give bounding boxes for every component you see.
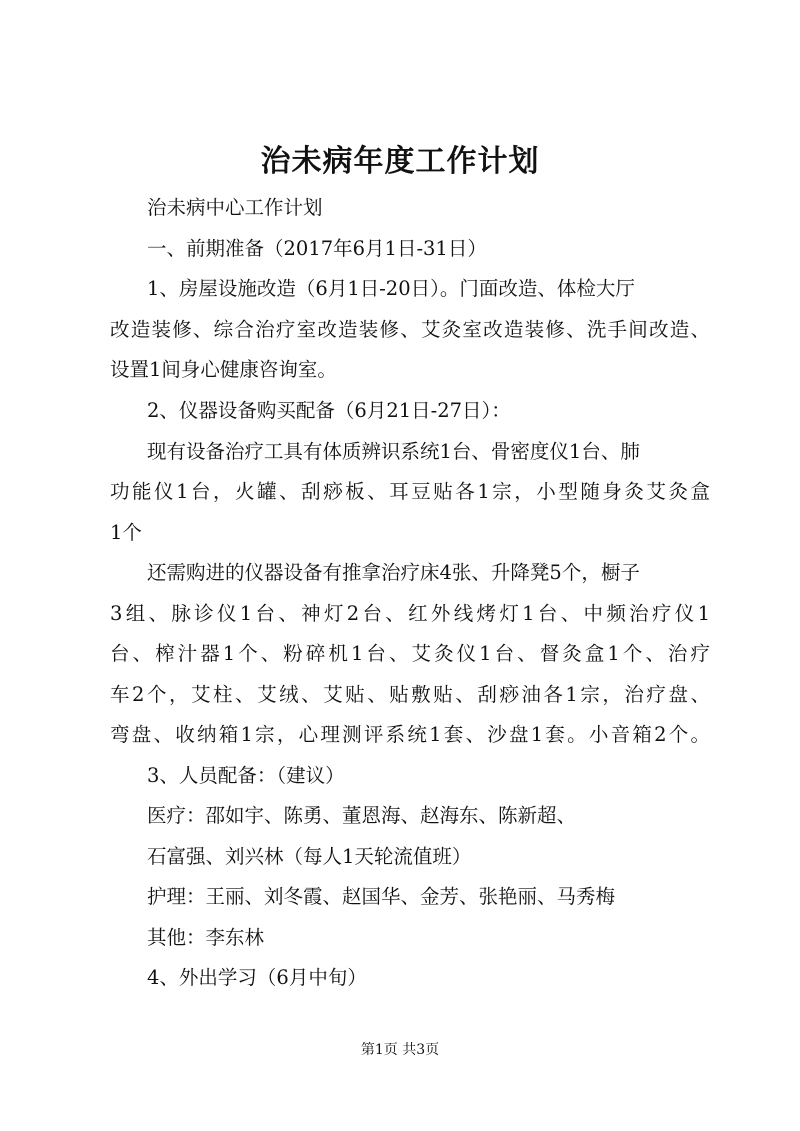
document-title: 治未病年度工作计划 — [260, 144, 540, 179]
text-line: 1、房屋设施改造（6月1日-20日）。门面改造、体检大厅 — [147, 277, 635, 300]
text-line: 3组、脉诊仪1台、神灯2台、红外线烤灯1台、中频治疗仪1 — [110, 602, 710, 625]
text-line: 改造装修、综合治疗室改造装修、艾灸室改造装修、洗手间改造、 — [110, 318, 710, 341]
text-line: 还需购进的仪器设备有推拿治疗床4张、升降凳5个，橱子 — [147, 561, 640, 584]
text-line: 4、外出学习（6月中旬） — [147, 966, 367, 989]
text-line: 现有设备治疗工具有体质辨识系统1台、骨密度仪1台、肺 — [147, 440, 640, 463]
text-line: 2、仪器设备购买配备（6月21日-27日）： — [147, 399, 511, 422]
text-line: 设置1间身心健康咨询室。 — [110, 358, 337, 381]
text-line: 其他：李东林 — [147, 926, 265, 949]
page-footer: 第1页 共3页 — [360, 1042, 440, 1058]
text-line: 石富强、刘兴林（每人1天轮流值班） — [147, 845, 472, 868]
text-line: 治未病中心工作计划 — [147, 196, 323, 219]
text-line: 车2个，艾柱、艾绒、艾贴、贴敷贴、刮痧油各1宗，治疗盘、 — [110, 683, 710, 706]
text-line: 1个 — [110, 521, 142, 544]
text-line: 台、榨汁器1个、粉碎机1台、艾灸仪1台、督灸盒1个、治疗 — [110, 642, 710, 665]
text-line: 功能仪1台，火罐、刮痧板、耳豆贴各1宗，小型随身灸艾灸盒 — [110, 480, 710, 503]
text-line: 护理：王丽、刘冬霞、赵国华、金芳、张艳丽、马秀梅 — [147, 885, 616, 908]
text-line: 一、前期准备（2017年6月1日-31日） — [147, 237, 487, 260]
text-line: 弯盘、收纳箱1宗，心理测评系统1套、沙盘1套。小音箱2个。 — [110, 723, 710, 746]
text-line: 医疗：邵如宇、陈勇、董恩海、赵海东、陈新超、 — [147, 804, 577, 827]
text-line: 3、人员配备：（建议） — [147, 764, 345, 787]
